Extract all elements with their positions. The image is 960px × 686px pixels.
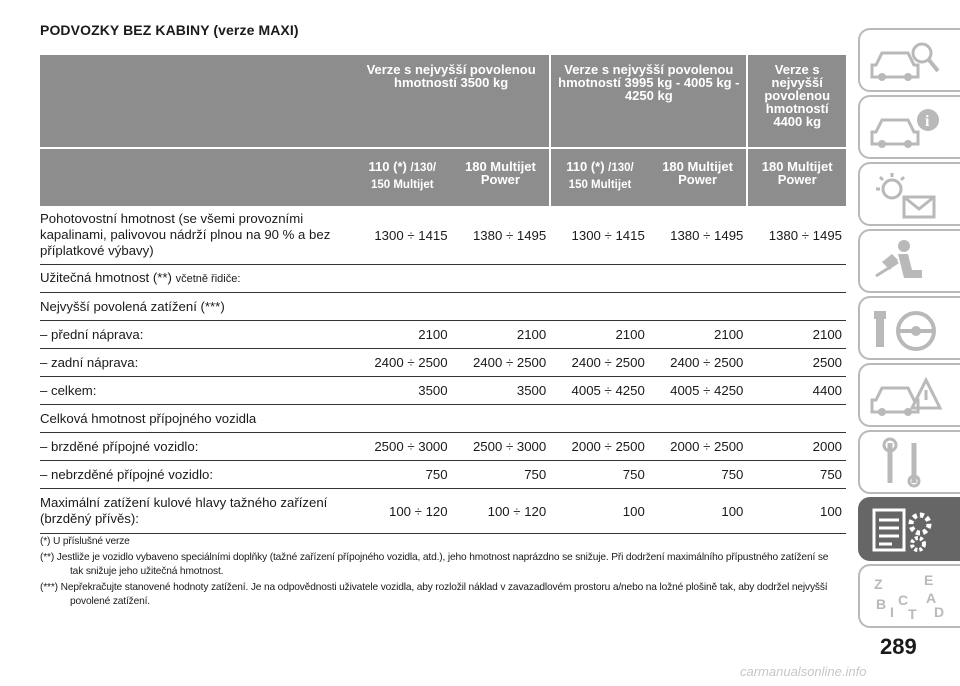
cell-value: 2000 ÷ 2500 bbox=[649, 433, 748, 461]
cell-value: 2100 bbox=[550, 321, 649, 349]
row-label: – nebrzděné přípojné vozidlo: bbox=[40, 461, 353, 489]
cell-value: 4005 ÷ 4250 bbox=[550, 377, 649, 405]
index-letter-z: Z bbox=[874, 576, 883, 592]
row-label-small: včetně řidiče: bbox=[175, 273, 241, 285]
cell-value: 3500 bbox=[452, 377, 551, 405]
svg-text:i: i bbox=[925, 113, 930, 130]
index-letter-t: T bbox=[908, 606, 917, 622]
cell-value: 1380 ÷ 1495 bbox=[747, 206, 846, 265]
index-letter-d: D bbox=[934, 604, 945, 620]
footnotes bbox=[40, 535, 840, 611]
header-corner-2 bbox=[40, 148, 353, 206]
cell-value: 2400 ÷ 2500 bbox=[649, 349, 748, 377]
index-letter-b: B bbox=[876, 596, 887, 612]
index-letter-e: E bbox=[924, 572, 934, 588]
engine-header-3 bbox=[550, 148, 649, 206]
cell-value bbox=[452, 405, 551, 433]
cell-value: 1380 ÷ 1495 bbox=[649, 206, 748, 265]
airbag-seat-icon bbox=[868, 236, 948, 288]
header-corner bbox=[40, 55, 353, 148]
engine-header-main: 110 (*) bbox=[368, 159, 411, 174]
cell-value bbox=[353, 293, 452, 321]
cell-value bbox=[649, 265, 748, 293]
cell-value: 2100 bbox=[747, 321, 846, 349]
chapter-tab-safety[interactable] bbox=[858, 229, 960, 293]
table-row bbox=[40, 461, 846, 489]
cell-value: 2400 ÷ 2500 bbox=[452, 349, 551, 377]
engine-header-sub: 150 Multijet bbox=[568, 179, 632, 191]
row-label: – přední náprava: bbox=[40, 321, 353, 349]
row-label: – celkem: bbox=[40, 377, 353, 405]
cell-value: 2500 ÷ 3000 bbox=[452, 433, 551, 461]
car-search-icon bbox=[868, 35, 948, 87]
cell-value: 750 bbox=[649, 461, 748, 489]
page-number: 289 bbox=[880, 634, 917, 659]
index-letter-a: A bbox=[926, 590, 937, 606]
alphabetical-index-icon bbox=[868, 571, 948, 623]
page-title: PODVOZKY BEZ KABINY (verze MAXI) bbox=[40, 22, 299, 38]
cell-value bbox=[747, 405, 846, 433]
cell-value: 1380 ÷ 1495 bbox=[452, 206, 551, 265]
weights-table bbox=[40, 55, 846, 534]
index-letter-i: I bbox=[890, 604, 894, 620]
chapter-tab-maintenance[interactable] bbox=[858, 430, 960, 494]
group-header-3500: Verze s nejvyšší povolenou hmotností 3500 kg bbox=[353, 55, 550, 148]
car-info-icon bbox=[868, 102, 948, 154]
cell-value: 2100 bbox=[452, 321, 551, 349]
engine-header-2: 180 Multijet Power bbox=[452, 148, 551, 206]
cell-value bbox=[550, 405, 649, 433]
cell-value bbox=[452, 293, 551, 321]
table-row bbox=[40, 349, 846, 377]
engine-header-small: /130/ bbox=[410, 162, 437, 174]
cell-value: 750 bbox=[550, 461, 649, 489]
watermark: carmanualsonline.info bbox=[740, 664, 867, 679]
row-label bbox=[40, 265, 353, 293]
row-label: Nejvyšší povolená zatížení (***) bbox=[40, 293, 353, 321]
cell-value: 2500 ÷ 3000 bbox=[353, 433, 452, 461]
cell-value: 3500 bbox=[353, 377, 452, 405]
table-group-header-row bbox=[40, 55, 846, 148]
row-label-main: Užitečná hmotnost (**) bbox=[40, 270, 176, 285]
chapter-tab-starting[interactable] bbox=[858, 296, 960, 360]
row-label: – zadní náprava: bbox=[40, 349, 353, 377]
cell-value: 100 bbox=[649, 489, 748, 534]
footnote: (**) Jestliže je vozidlo vybaveno speciálními doplňky (tažné zařízení přípojného vozidla, atd.), jeho hmotnost naprázdno se snižuje. Při dodržení maximálního přípustného zatížení se tak snižuje jeho užitečná hmotnost. bbox=[40, 552, 829, 577]
table-row bbox=[40, 321, 846, 349]
cell-value: 100 ÷ 120 bbox=[452, 489, 551, 534]
table-row bbox=[40, 293, 846, 321]
cell-value: 100 ÷ 120 bbox=[353, 489, 452, 534]
cell-value: 100 bbox=[550, 489, 649, 534]
group-header-3995-4250: Verze s nejvyšší povolenou hmotností 3995 kg - 4005 kg - 4250 kg bbox=[550, 55, 747, 148]
specifications-gear-icon bbox=[868, 504, 948, 556]
engine-header-4: 180 Multijet Power bbox=[649, 148, 748, 206]
chapter-tab-knowing[interactable] bbox=[858, 95, 960, 159]
row-label: Maximální zatížení kulové hlavy tažného zařízení (brzděný přívěs): bbox=[40, 489, 353, 534]
cell-value: 2100 bbox=[353, 321, 452, 349]
group-header-4400: Verze s nejvyšší povolenou hmotností 4400 kg bbox=[747, 55, 846, 148]
cell-value: 1300 ÷ 1415 bbox=[353, 206, 452, 265]
cell-value bbox=[550, 293, 649, 321]
cell-value: 4005 ÷ 4250 bbox=[649, 377, 748, 405]
chapter-tabs bbox=[858, 28, 960, 631]
chapter-tab-emergency[interactable] bbox=[858, 363, 960, 427]
table-row bbox=[40, 206, 846, 265]
warning-lights-message-icon bbox=[868, 169, 948, 221]
chapter-tab-warnings[interactable] bbox=[858, 162, 960, 226]
chapter-tab-technical-data[interactable] bbox=[858, 497, 960, 561]
cell-value bbox=[452, 265, 551, 293]
table-row bbox=[40, 433, 846, 461]
chapter-tab-index[interactable] bbox=[858, 564, 960, 628]
footnote: (***) Nepřekračujte stanovené hodnoty zatížení. Je na odpovědnosti uživatele vozidla, aby rozložil náklad v zavazadlovém prostoru a/nebo na ložné plošině tak, aby dodržel nejvyšší povolené zatížení. bbox=[40, 582, 828, 607]
cell-value: 2100 bbox=[649, 321, 748, 349]
cell-value: 100 bbox=[747, 489, 846, 534]
cell-value bbox=[353, 405, 452, 433]
cell-value bbox=[747, 293, 846, 321]
cell-value: 750 bbox=[353, 461, 452, 489]
chapter-tab-dashboard[interactable] bbox=[858, 28, 960, 92]
table-row bbox=[40, 377, 846, 405]
row-label: Celková hmotnost přípojného vozidla bbox=[40, 405, 353, 433]
cell-value: 1300 ÷ 1415 bbox=[550, 206, 649, 265]
table-row bbox=[40, 405, 846, 433]
index-letter-c: C bbox=[898, 592, 909, 608]
engine-header-small: /130/ bbox=[608, 162, 634, 174]
wrench-tools-icon bbox=[868, 437, 948, 489]
cell-value bbox=[649, 405, 748, 433]
engine-header-5: 180 Multijet Power bbox=[747, 148, 846, 206]
cell-value: 2400 ÷ 2500 bbox=[353, 349, 452, 377]
cell-value bbox=[649, 293, 748, 321]
table-engine-header-row bbox=[40, 148, 846, 206]
cell-value: 2000 bbox=[747, 433, 846, 461]
row-label: – brzděné přípojné vozidlo: bbox=[40, 433, 353, 461]
cell-value: 4400 bbox=[747, 377, 846, 405]
row-label: Pohotovostní hmotnost (se všemi provozními kapalinami, palivovou nádrží plnou na 90 % a bez příplatkové výbavy) bbox=[40, 206, 353, 265]
cell-value: 750 bbox=[452, 461, 551, 489]
table-row bbox=[40, 489, 846, 534]
cell-value bbox=[747, 265, 846, 293]
key-steering-wheel-icon bbox=[868, 303, 948, 355]
cell-value: 2400 ÷ 2500 bbox=[550, 349, 649, 377]
engine-header-1 bbox=[353, 148, 452, 206]
engine-header-main: 110 (*) bbox=[566, 159, 609, 174]
cell-value bbox=[353, 265, 452, 293]
car-breakdown-icon bbox=[868, 370, 948, 422]
footnote: (*) U příslušné verze bbox=[40, 536, 130, 547]
cell-value: 2500 bbox=[747, 349, 846, 377]
table-row bbox=[40, 265, 846, 293]
cell-value bbox=[550, 265, 649, 293]
engine-header-sub: 150 Multijet bbox=[370, 179, 434, 191]
cell-value: 2000 ÷ 2500 bbox=[550, 433, 649, 461]
cell-value: 750 bbox=[747, 461, 846, 489]
